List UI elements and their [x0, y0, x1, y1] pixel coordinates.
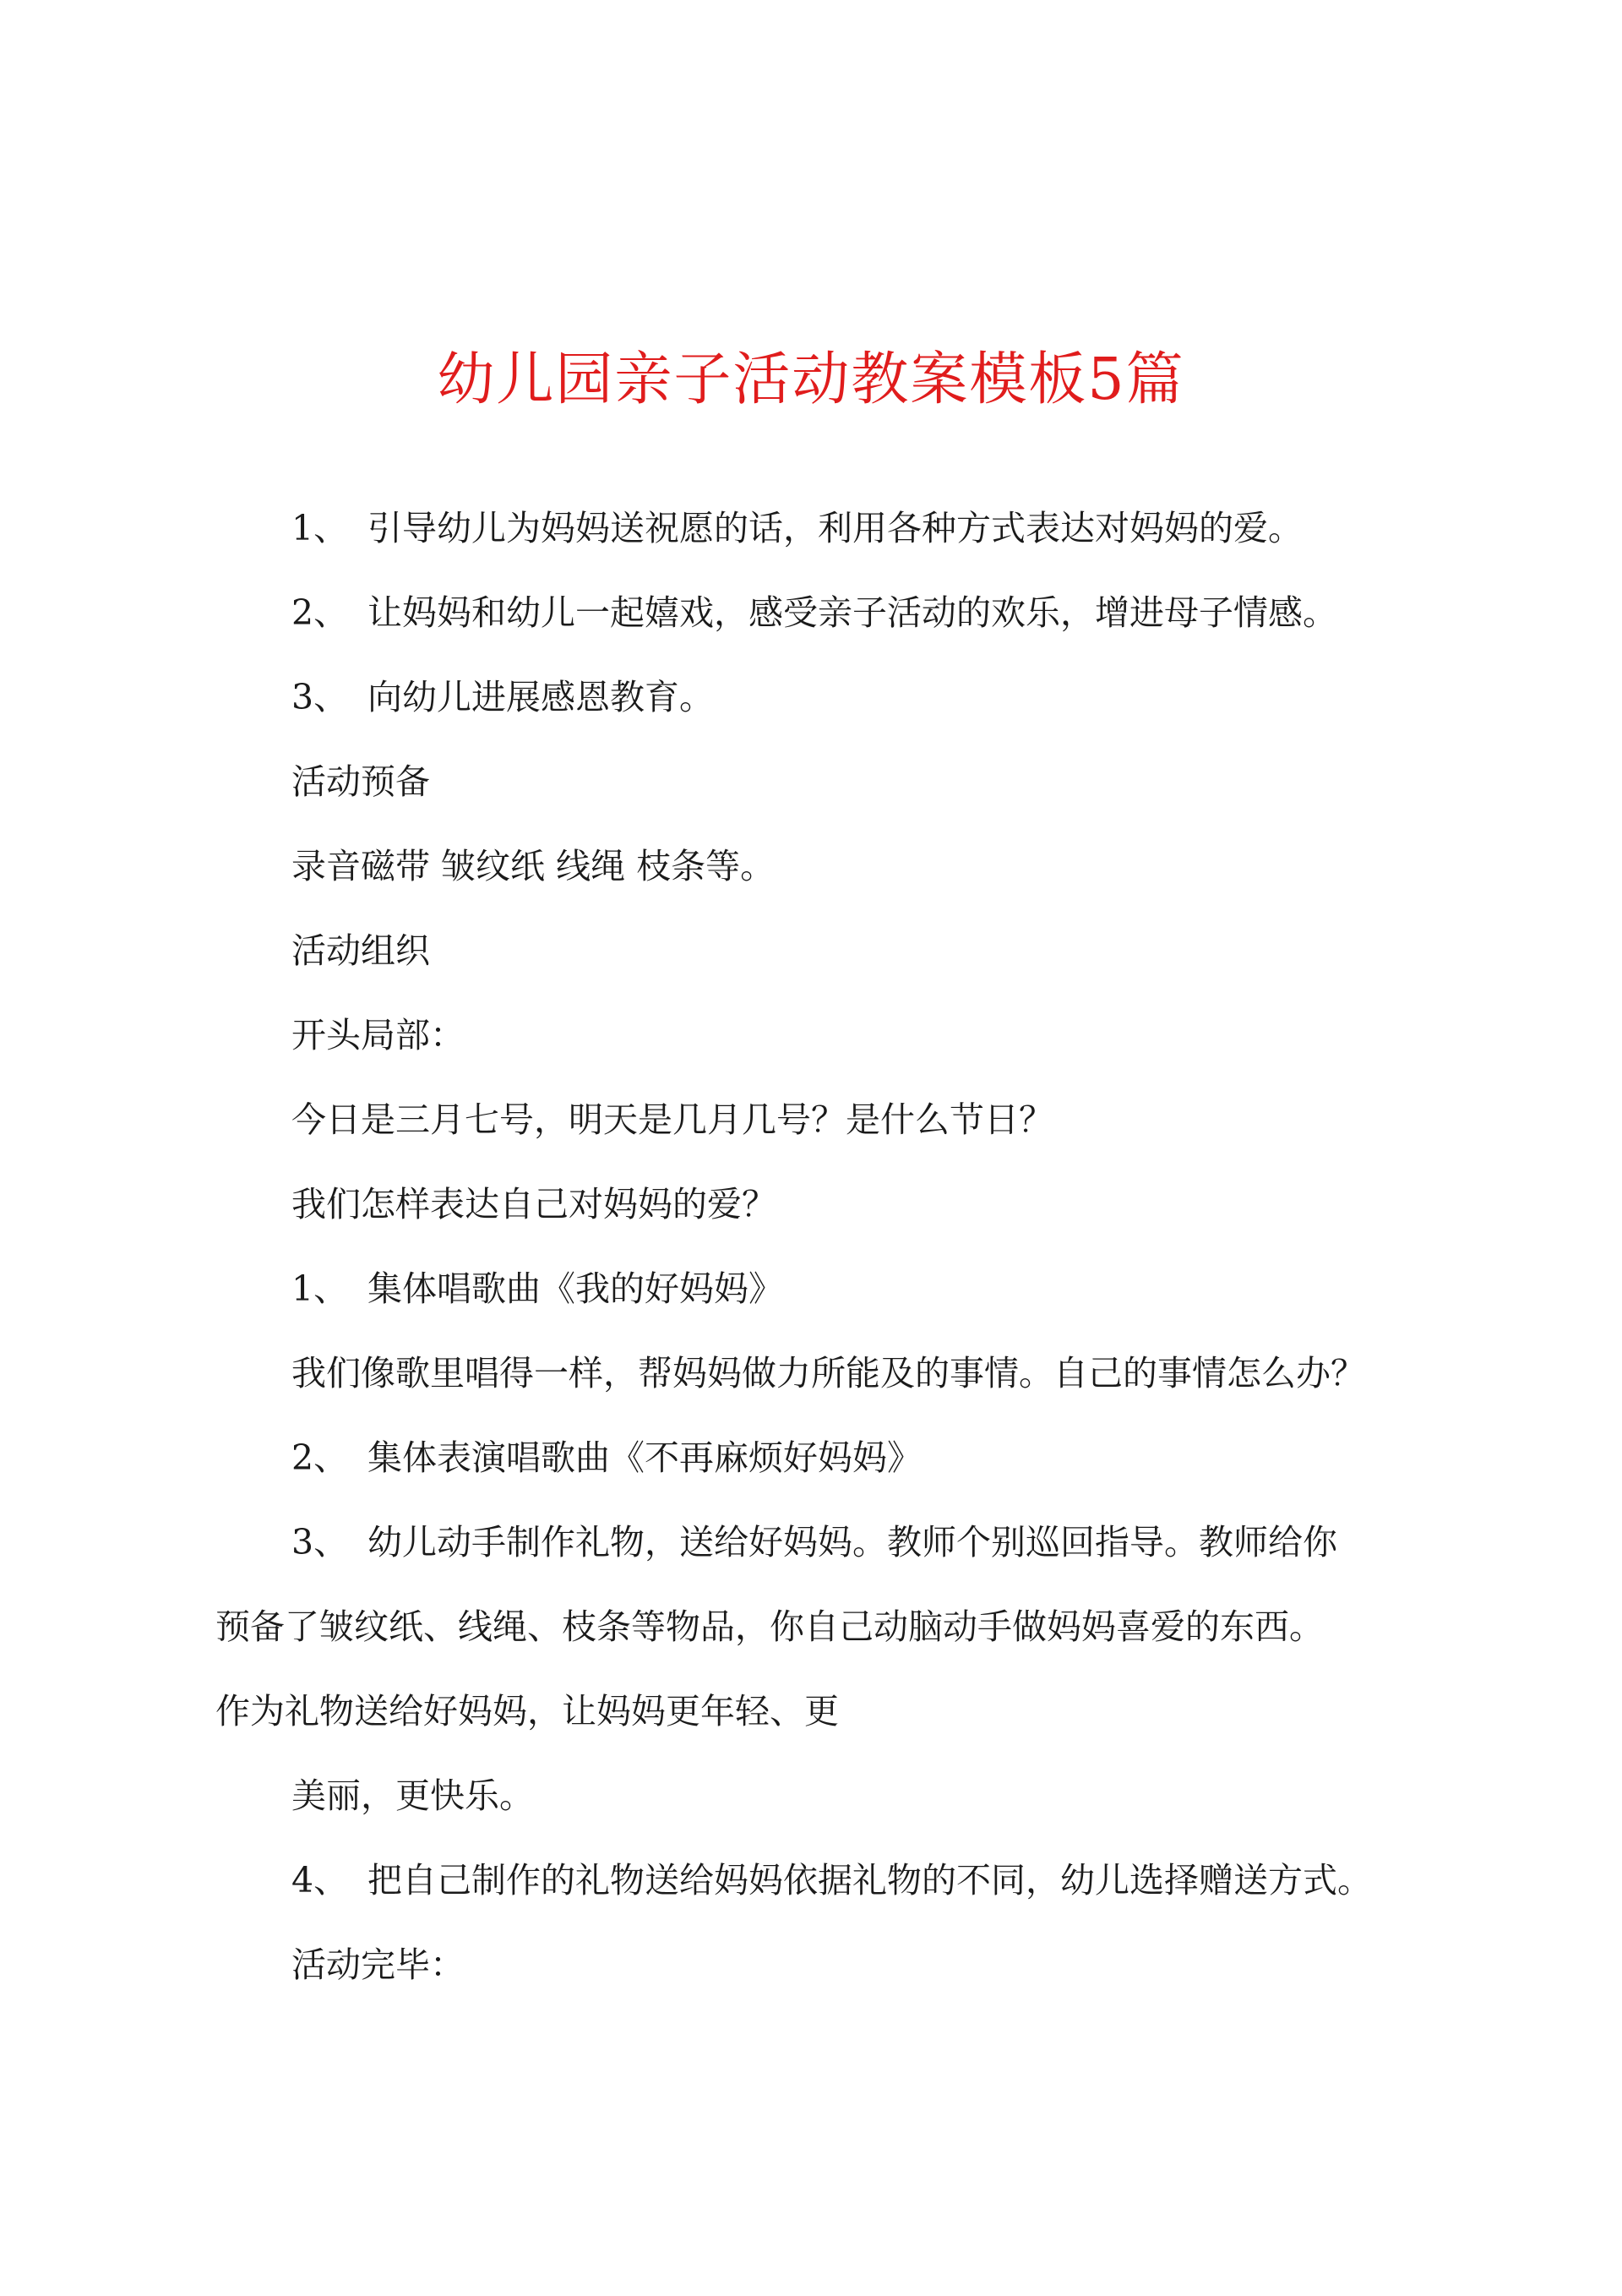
item-text: 今日是三月七号，明天是几月几号？是什么节日？ — [291, 1099, 1053, 1140]
item-text: 预备了皱纹纸、线绳、枝条等物品，你自己动脑动手做妈妈喜爱的东西。 — [215, 1606, 1324, 1647]
paragraph — [215, 1162, 1449, 1246]
section-heading — [215, 993, 1449, 1077]
list-item — [215, 570, 1449, 655]
paragraph — [215, 1584, 1449, 1669]
item-text: 幼儿动手制作礼物，送给好妈妈。教师个别巡回指导。教师给你 — [367, 1522, 1337, 1562]
item-number: 2、 — [291, 592, 349, 633]
item-text: 让妈妈和幼儿一起嬉戏，感受亲子活动的欢乐，增进母子情感。 — [367, 592, 1337, 633]
section-heading — [215, 908, 1449, 993]
section-heading — [215, 1922, 1449, 2007]
document-body — [215, 486, 1449, 2007]
item-text: 我们像歌里唱得一样，帮妈妈做力所能及的事情。自己的事情怎么办？ — [291, 1353, 1365, 1393]
list-item — [215, 1500, 1449, 1584]
paragraph — [215, 1669, 1449, 1753]
item-text: 集体唱歌曲《我的好妈妈》 — [367, 1268, 783, 1309]
document-title: 幼儿园亲子活动教案模板5篇 — [437, 346, 1185, 413]
item-text: 录音磁带 皱纹纸 线绳 枝条等。 — [291, 846, 776, 886]
item-text: 活动完毕： — [291, 1944, 465, 1985]
item-number: 1、 — [291, 1268, 349, 1309]
item-text: 开头局部： — [291, 1015, 465, 1055]
item-text: 美丽，更快乐。 — [291, 1775, 534, 1816]
item-text: 作为礼物送给好妈妈，让妈妈更年轻、更 — [215, 1691, 839, 1732]
item-text: 活动组织 — [291, 930, 430, 971]
paragraph — [215, 824, 1449, 908]
item-text: 我们怎样表达自己对妈妈的爱？ — [291, 1184, 776, 1224]
item-text: 向幼儿进展感恩教育。 — [367, 677, 714, 717]
paragraph — [215, 1077, 1449, 1162]
list-item — [215, 655, 1449, 739]
item-text: 活动预备 — [291, 761, 430, 802]
list-item — [215, 1415, 1449, 1500]
item-number: 4、 — [291, 1860, 349, 1901]
section-heading — [215, 739, 1449, 824]
item-text: 引导幼儿为妈妈送祝愿的话，利用各种方式表达对妈妈的爱。 — [367, 508, 1303, 548]
item-number: 3、 — [291, 677, 349, 717]
list-item — [215, 1838, 1449, 1922]
item-number: 1、 — [291, 508, 349, 548]
paragraph — [215, 1753, 1449, 1838]
list-item — [215, 1246, 1449, 1331]
item-number: 2、 — [291, 1437, 349, 1478]
item-text: 集体表演唱歌曲《不再麻烦好妈妈》 — [367, 1437, 922, 1478]
item-text: 把自己制作的礼物送给妈妈依据礼物的不同，幼儿选择赠送方式。 — [367, 1860, 1372, 1901]
paragraph — [215, 1331, 1449, 1415]
list-item — [215, 486, 1449, 570]
item-number: 3、 — [291, 1522, 349, 1562]
